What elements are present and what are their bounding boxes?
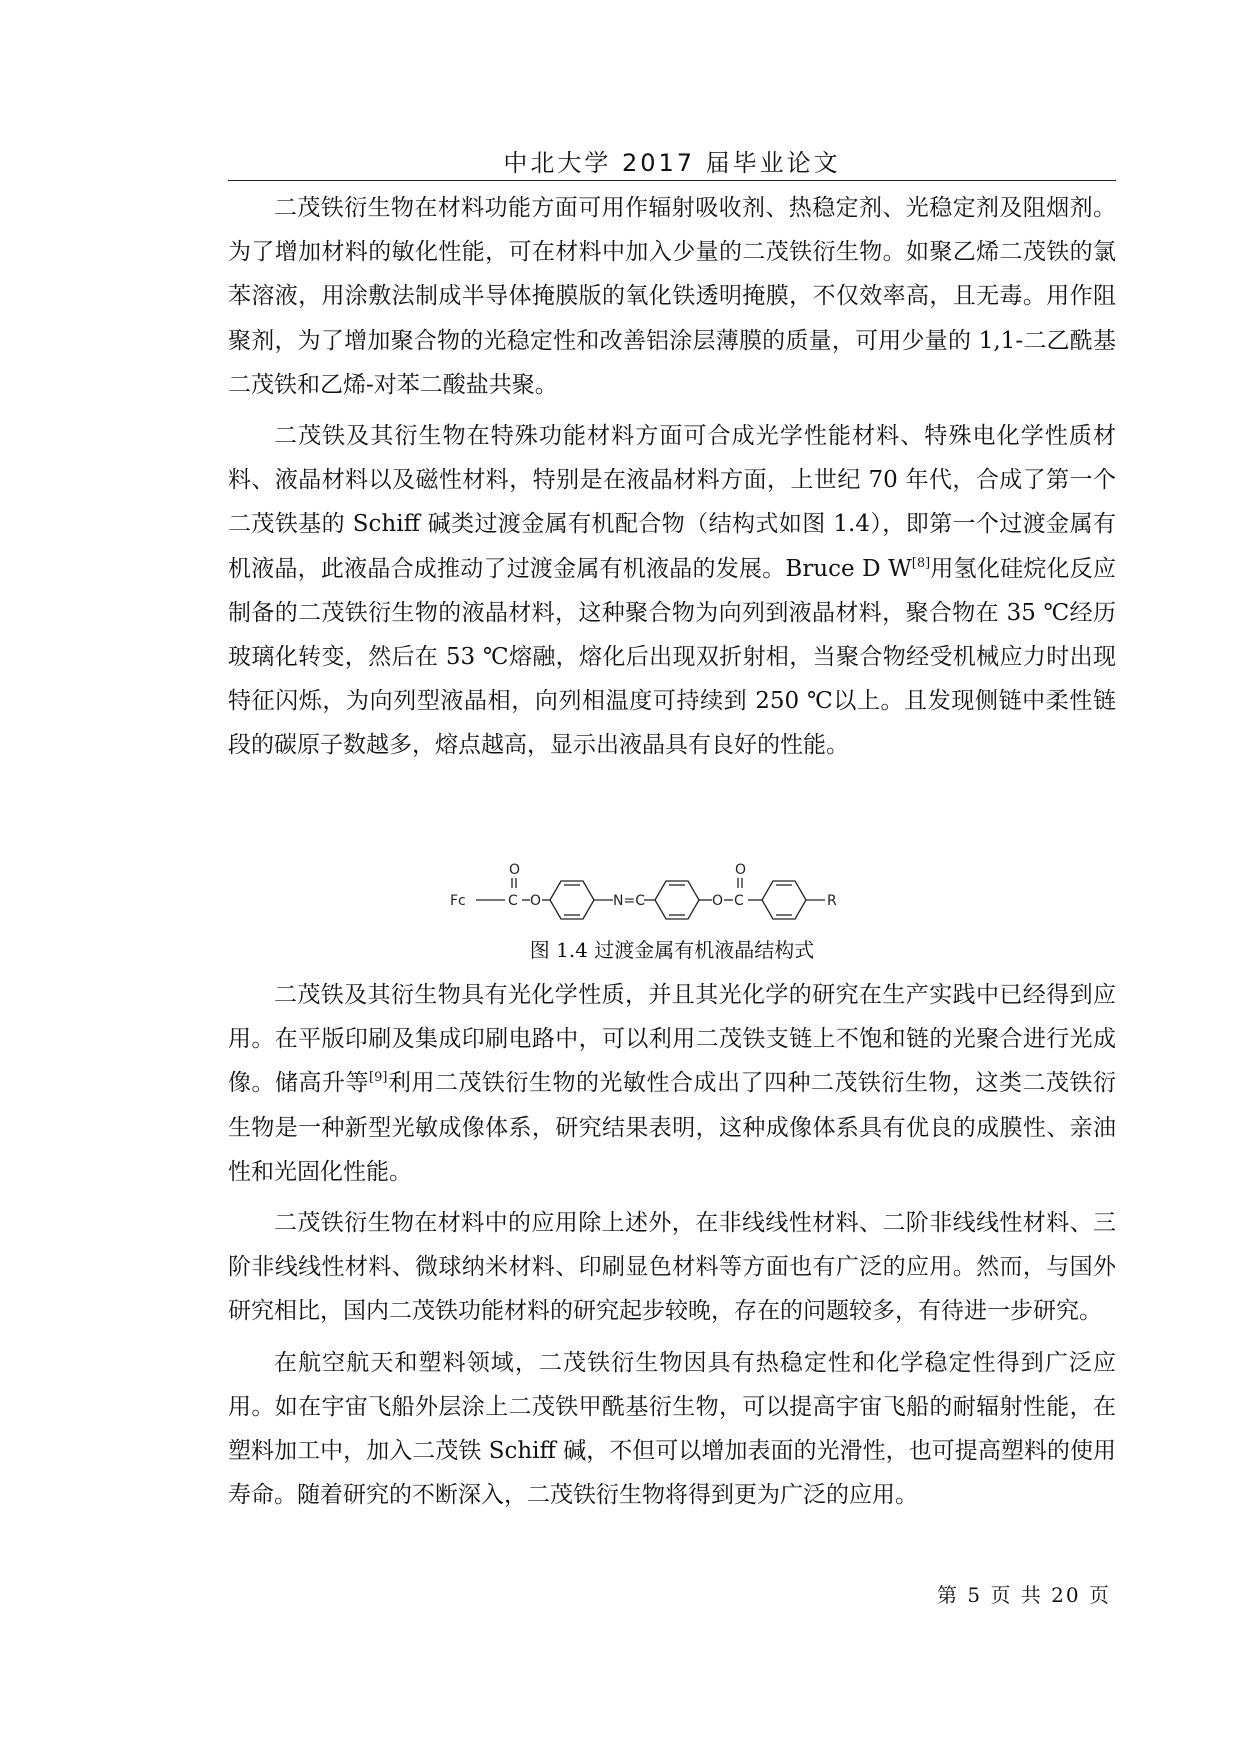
- paragraph-liquid-crystal: [228, 414, 1116, 768]
- carbonyl-carbon-label: C: [734, 893, 744, 909]
- chemical-structure-figure: [450, 858, 900, 928]
- ester-oxygen-label: O: [530, 893, 542, 909]
- chemical-structure-diagram: [450, 858, 900, 928]
- ester-oxygen-label: O: [712, 893, 724, 909]
- paragraph-text: 用氢化硅烷化反应制备的二茂铁衍生物的液晶材料，这种聚合物为向列到液晶材料，聚合物在 35 ℃经历玻璃化转变，然后在 53 ℃熔融，熔化后出现双折射相，当聚合物经受机械应力时出现特征闪烁，为向列型液晶相，向列相温度可持续到 250 ℃以上。且发现侧链中柔性链段的碳原子数越多，熔点越高，显示出液晶具有良好的性能。: [228, 555, 1117, 759]
- header-divider: [228, 180, 1116, 181]
- body-text-bottom: [228, 973, 1116, 1517]
- citation-ref: [9]: [369, 1070, 388, 1086]
- paragraph-text: 二茂铁及其衍生物具有光化学性质，并且其光化学的研究在生产实践中已经得到应用。在平版印刷及集成印刷电路中，可以利用二茂铁支链上不饱和链的光聚合进行光成像。储高升等: [228, 982, 1116, 1097]
- paragraph-text: 二茂铁及其衍生物在特殊功能材料方面可合成光学性能材料、特殊电化学性质材料、液晶材料以及磁性材料，特别是在液晶材料方面，上世纪 70 年代，合成了第一个二茂铁基的 Schiff 碱类过渡金属有机配合物（结构式如图 1.4），即第一个过渡金属有机液晶，此液晶合成推动了过渡金属有机液晶的发展。Bruce D W: [228, 423, 1116, 582]
- imine-label: N=C: [613, 893, 645, 909]
- paragraph-text: 利用二茂铁衍生物的光敏性合成出了四种二茂铁衍生物，这类二茂铁衍生物是一种新型光敏成像体系，研究结果表明，这种成像体系具有优良的成膜性、亲油性和光固化性能。: [228, 1070, 1117, 1185]
- r-group-label: R: [827, 893, 837, 909]
- ferrocenyl-label: Fc: [450, 893, 466, 909]
- citation-ref: [8]: [911, 555, 931, 571]
- paragraph-aerospace-plastics: 在航空航天和塑料领域，二茂铁衍生物因具有热稳定性和化学稳定性得到广泛应用。如在宇宙飞船外层涂上二茂铁甲酰基衍生物，可以提高宇宙飞船的耐辐射性能，在塑料加工中，加入二茂铁 Schiff 碱，不但可以增加表面的光滑性，也可提高塑料的使用寿命。随着研究的不断深入，二茂铁衍生物将得到更为广泛的应用。: [228, 1349, 1116, 1509]
- paragraph-applications-functional: 二茂铁衍生物在材料功能方面可用作辐射吸收剂、热稳定剂、光稳定剂及阻烟剂。为了增加材料的敏化性能，可在材料中加入少量的二茂铁衍生物。如聚乙烯二茂铁的氯苯溶液，用涂敷法制成半导体掩膜版的氧化铁透明掩膜，不仅效率高，且无毒。用作阻聚剂，为了增加聚合物的光稳定性和改善铝涂层薄膜的质量，可用少量的 1,1-二乙酰基二茂铁和乙烯-对苯二酸盐共聚。: [228, 195, 1116, 398]
- carbonyl-carbon-label: C: [508, 893, 518, 909]
- page-header-title: 中北大学 2017 届毕业论文: [503, 149, 841, 177]
- paragraph-nonlinear-materials: 二茂铁衍生物在材料中的应用除上述外，在非线线性材料、二阶非线线性材料、三阶非线线性材料、微球纳米材料、印刷显色材料等方面也有广泛的应用。然而，与国外研究相比，国内二茂铁功能材料的研究起步较晚，存在的问题较多，有待进一步研究。: [228, 1210, 1116, 1325]
- carbonyl-oxygen-label: O: [509, 862, 521, 878]
- figure-caption: 图 1.4 过渡金属有机液晶结构式: [529, 938, 815, 962]
- paragraph-photochemistry: [228, 973, 1116, 1194]
- body-text-top: [228, 186, 1116, 768]
- carbonyl-oxygen-label: O: [735, 862, 747, 878]
- page-number: 第 5 页 共 20 页: [937, 1583, 1111, 1607]
